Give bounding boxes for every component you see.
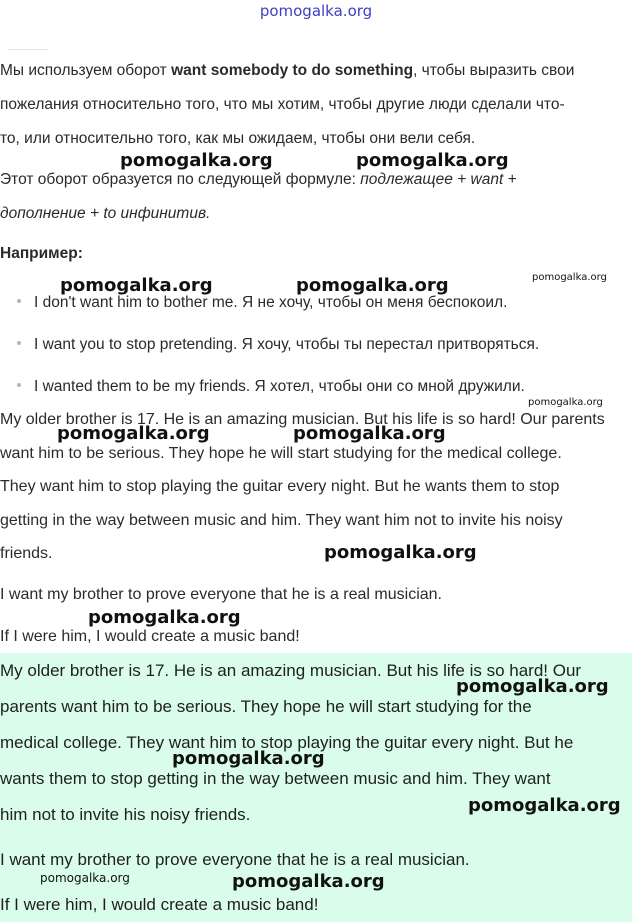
bullet-icon — [17, 383, 21, 387]
watermark: pomogalka.org — [57, 423, 210, 444]
examples-heading: Например: — [0, 245, 83, 262]
watermark: pomogalka.org — [468, 795, 621, 816]
rule-line-3: то, или относительно того, как мы ожидаем, чтобы они вели себя. — [0, 130, 476, 147]
watermark: pomogalka.org — [232, 871, 385, 892]
answer-paragraph-2: I want my brother to prove everyone that he is a real musician. — [0, 850, 470, 869]
answer-paragraph-3: If I were him, I would create a music band! — [0, 895, 319, 914]
formula: подлежащее + want + — [360, 171, 517, 188]
watermark: pomogalka.org — [324, 542, 477, 563]
watermark: pomogalka.org — [120, 150, 273, 171]
story-paragraph-1: My older brother is 17. He is an amazing musician. But his life is so hard! Our parents want him to be serious. They hope he will start studying for the medical college. They want him to stop playing the guitar every night. But he wants them to stop getting in the way between music and him. They want him not to invite his noisy friends. — [0, 411, 605, 562]
watermark-small: pomogalka.org — [528, 397, 603, 408]
top-watermark[interactable]: pomogalka.org — [259, 2, 373, 20]
bullet-icon — [17, 299, 21, 303]
watermark: pomogalka.org — [296, 275, 449, 296]
watermark: pomogalka.org — [293, 423, 446, 444]
rule-line-2: пожелания относительно того, что мы хотим, чтобы другие люди сделали что- — [0, 96, 565, 113]
example-item: I want you to stop pretending. Я хочу, чтобы ты перестал притворяться. — [0, 336, 539, 354]
bullet-icon — [17, 341, 21, 345]
watermark: pomogalka.org — [88, 607, 241, 628]
watermark: pomogalka.org — [356, 150, 509, 171]
watermark: pomogalka.org — [172, 748, 325, 769]
watermark: pomogalka.org — [60, 275, 213, 296]
example-item: I don't want him to bother me. Я не хочу, чтобы он меня беспокоил. — [0, 294, 507, 312]
rule-paragraph — [0, 54, 574, 156]
story-paragraph-3: If I were him, I would create a music band! — [0, 628, 300, 645]
rule-line-1: Мы используем оборот want somebody to do something, чтобы выразить свои — [0, 62, 575, 79]
formula-paragraph: Этот оборот образуется по следующей формуле: подлежащее + want + дополнение + to инфинитив. — [0, 163, 517, 231]
formula-continued: дополнение + to инфинитив. — [0, 205, 211, 222]
answer-paragraph-1: My older brother is 17. He is an amazing musician. But his life is so hard! Our parents want him to be serious. They hope he will start studying for the medical college. They want him to stop playing the guitar every night. But he wants them to stop getting in the way between music and him. They want him not to invite his noisy friends. — [0, 661, 582, 824]
watermark-small: pomogalka.org — [532, 272, 607, 283]
story-paragraph-2: I want my brother to prove everyone that he is a real musician. — [0, 586, 442, 603]
watermark: pomogalka.org — [456, 676, 609, 697]
divider — [8, 49, 48, 50]
watermark-small: pomogalka.org — [40, 871, 130, 885]
rule-construction: want somebody to do something — [171, 62, 414, 79]
example-item: I wanted them to be my friends. Я хотел, чтобы они со мной дружили. — [0, 378, 525, 396]
